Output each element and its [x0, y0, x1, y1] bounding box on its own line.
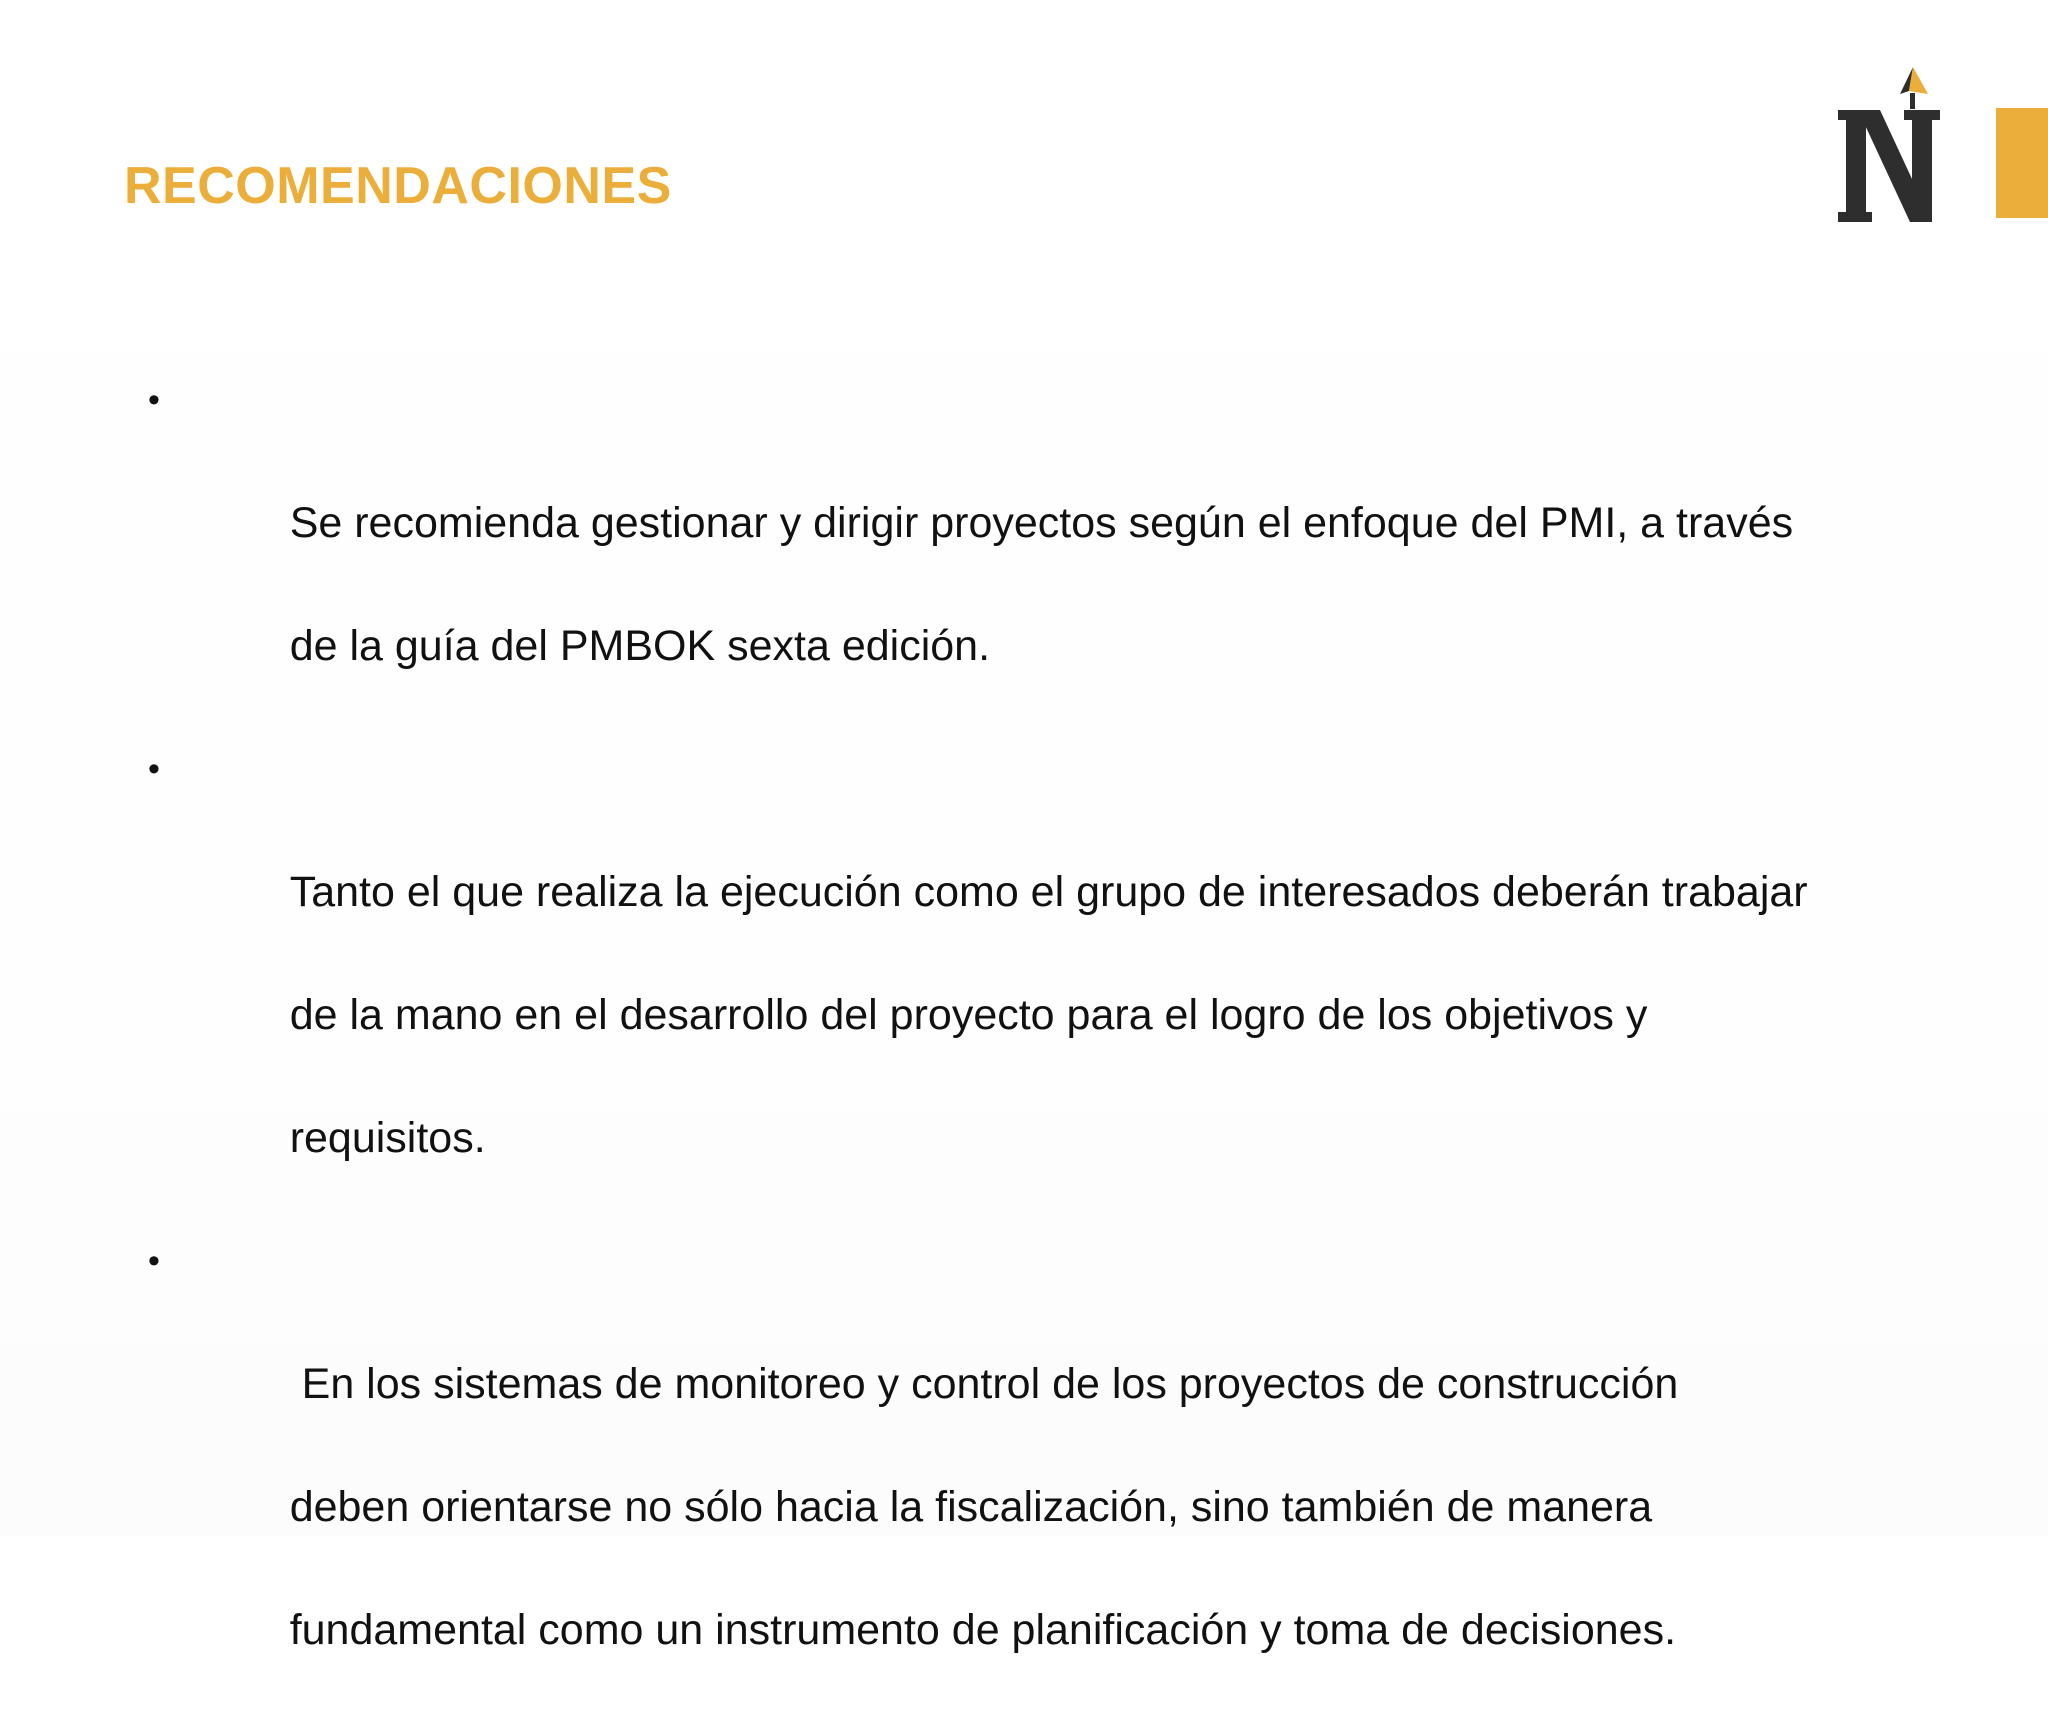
accent-bar	[1996, 108, 2048, 218]
bullet-line: fundamental como un instrumento de planificación y toma de decisiones.	[289, 1606, 1677, 1654]
bullet-item	[148, 370, 1908, 739]
n-bottom-serif	[1838, 212, 1872, 222]
bullet-line: de la guía del PMBOK sexta edición.	[289, 622, 991, 670]
bullet-item	[148, 1231, 1908, 1723]
bullet-line: En los sistemas de monitoreo y control de los proyectos de construcción	[289, 1360, 1679, 1408]
n-top-right-serif	[1904, 110, 1940, 120]
bullet-item	[148, 739, 1908, 1231]
arrow-shaft	[1910, 93, 1915, 109]
n-compass-logo-icon	[1838, 64, 1948, 224]
bullet-glyph: •	[148, 381, 160, 419]
n-right-stem	[1912, 110, 1932, 222]
bullet-glyph: •	[148, 750, 160, 788]
bullet-line: Tanto el que realiza la ejecución como el grupo de interesados deberán trabajar	[289, 868, 1808, 916]
n-left-stem	[1846, 110, 1866, 222]
bullet-glyph: •	[148, 1242, 160, 1280]
bullet-list	[148, 370, 1908, 1723]
slide-title: RECOMENDACIONES	[124, 157, 672, 215]
bullet-line: deben orientarse no sólo hacia la fiscalización, sino también de manera	[289, 1483, 1653, 1531]
bullet-line: requisitos.	[289, 1114, 486, 1162]
bullet-line: Se recomienda gestionar y dirigir proyectos según el enfoque del PMI, a través	[289, 499, 1794, 547]
bullet-line: de la mano en el desarrollo del proyecto para el logro de los objetivos y	[289, 991, 1648, 1039]
